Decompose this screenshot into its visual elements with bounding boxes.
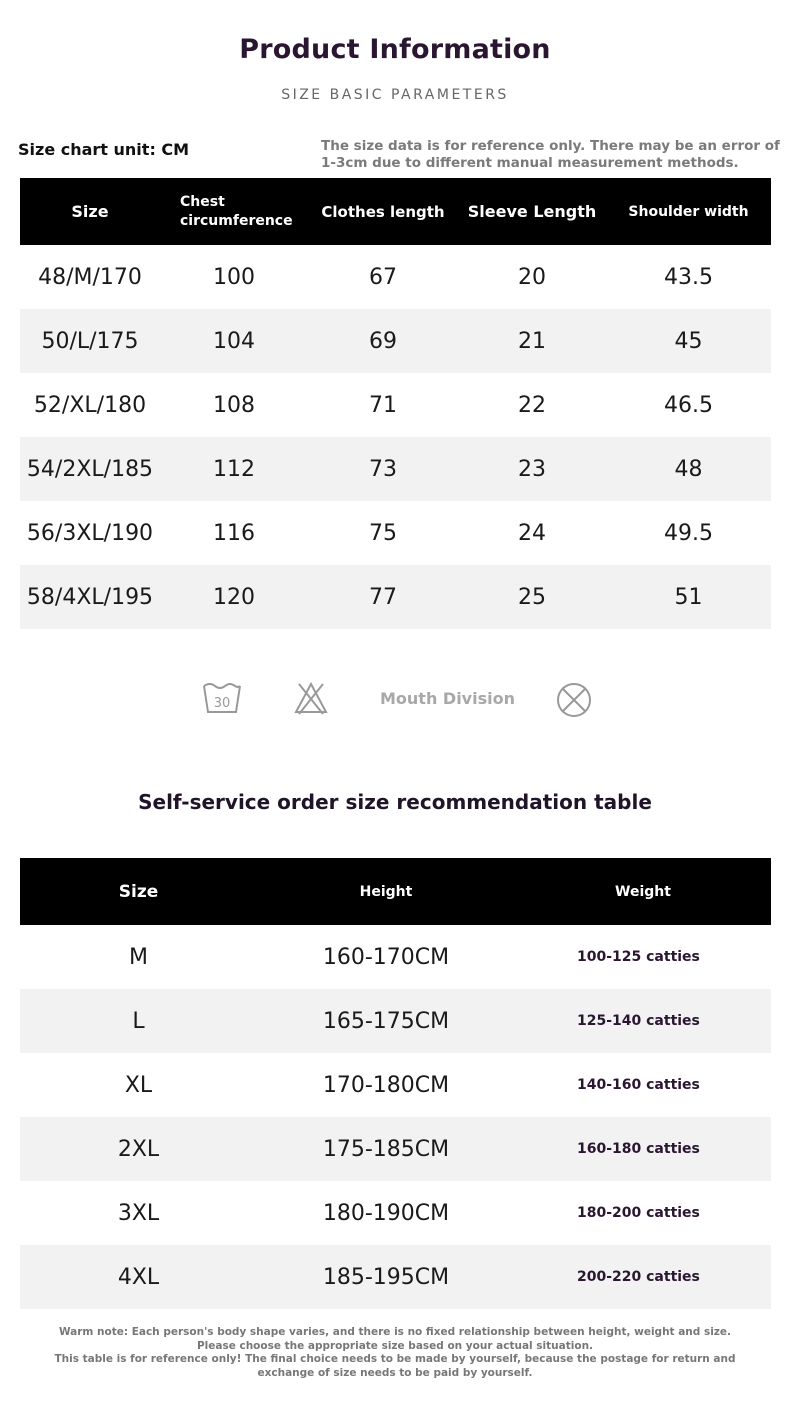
size-chart-row: [20, 309, 771, 373]
table-cell: 69: [308, 309, 458, 373]
table-cell: 25: [458, 565, 606, 629]
header-clothes-length: Clothes length: [308, 178, 458, 245]
size-chart-row: [20, 373, 771, 437]
warm-note-line1: Warm note: Each person's body shape varies, and there is no fixed relationship between height, weight and size. Please choose the appropriate size based on your actual situation.: [58, 1326, 732, 1352]
care-icons: [0, 678, 790, 724]
table-cell: 50/L/175: [20, 309, 160, 373]
table-cell: 58/4XL/195: [20, 565, 160, 629]
header-chest: Chest circumference: [160, 178, 308, 245]
recommendation-header-row: [20, 858, 771, 925]
table-cell: 71: [369, 392, 397, 418]
wash-temp-label: 30: [213, 696, 231, 711]
table-cell: 175-185CM: [257, 1117, 515, 1181]
no-dry-clean-icon: [555, 678, 593, 722]
recommendation-row: [20, 1245, 771, 1309]
no-bleach-icon: [293, 678, 329, 722]
table-cell: 67: [369, 264, 397, 290]
header-size: Size: [20, 178, 160, 245]
table-cell: 46.5: [664, 392, 713, 418]
table-cell: 56/3XL/190: [26, 520, 154, 546]
table-cell: 20: [518, 264, 546, 290]
size-chart-row: [20, 245, 771, 309]
recommendation-table: [20, 858, 771, 1309]
size-chart-row: [20, 501, 771, 565]
size-chart-table: [20, 178, 771, 629]
page-subtitle: SIZE BASIC PARAMETERS: [281, 87, 509, 103]
table-cell: 104: [160, 309, 308, 373]
table-cell: 21: [458, 309, 606, 373]
table-cell: 54/2XL/185: [20, 437, 160, 501]
mouth-division-label: Mouth Division: [380, 689, 515, 708]
table-cell: 52/XL/180: [33, 392, 147, 418]
size-chart-header-row: [20, 178, 771, 245]
table-cell: 23: [458, 437, 606, 501]
header-weight: Weight: [515, 858, 771, 925]
recommendation-row: [20, 989, 771, 1053]
warm-note-line2: This table is for reference only! The final choice needs to be made by yourself, because the postage for return and exchange of size needs to be paid by yourself.: [54, 1353, 736, 1379]
table-cell: 45: [606, 309, 771, 373]
table-cell: 77: [308, 565, 458, 629]
table-cell: 112: [160, 437, 308, 501]
table-cell: 108: [213, 392, 255, 418]
header-sleeve-length: Sleeve Length: [458, 178, 606, 245]
table-cell: 4XL: [20, 1245, 257, 1309]
size-unit-label: Size chart unit: CM: [18, 140, 190, 159]
table-cell: 75: [369, 520, 397, 546]
warm-note: [40, 1326, 750, 1380]
size-disclaimer: The size data is for reference only. There may be an error of 1-3cm due to different manual measurement methods.: [321, 138, 780, 171]
table-cell: 3XL: [117, 1200, 160, 1226]
header-shoulder-width: Shoulder width: [606, 178, 771, 245]
table-cell: 125-140 catties: [515, 989, 771, 1053]
size-chart-row: [20, 565, 771, 629]
table-cell: 100: [213, 264, 255, 290]
table-cell: M: [129, 944, 148, 970]
table-cell: 170-180CM: [322, 1072, 450, 1098]
table-cell: 116: [213, 520, 255, 546]
table-cell: XL: [124, 1072, 153, 1098]
recommendation-row: [20, 1181, 771, 1245]
table-cell: 51: [606, 565, 771, 629]
table-cell: 165-175CM: [257, 989, 515, 1053]
table-cell: 100-125 catties: [577, 949, 700, 965]
table-cell: 140-160 catties: [577, 1077, 700, 1093]
table-cell: 2XL: [20, 1117, 257, 1181]
table-cell: 49.5: [664, 520, 713, 546]
recommendation-row: [20, 925, 771, 989]
table-cell: 48: [606, 437, 771, 501]
table-cell: 160-180 catties: [515, 1117, 771, 1181]
table-cell: 180-200 catties: [577, 1205, 700, 1221]
header-rec-size: Size: [20, 858, 257, 925]
table-cell: 73: [308, 437, 458, 501]
wash-30-icon: [202, 678, 242, 722]
recommendation-title: Self-service order size recommendation table: [138, 790, 652, 814]
table-cell: 43.5: [664, 264, 713, 290]
table-cell: L: [20, 989, 257, 1053]
recommendation-row: [20, 1117, 771, 1181]
size-chart-row: [20, 437, 771, 501]
table-cell: 180-190CM: [322, 1200, 450, 1226]
header-height: Height: [257, 858, 515, 925]
table-cell: 22: [518, 392, 546, 418]
table-cell: 200-220 catties: [515, 1245, 771, 1309]
table-cell: 160-170CM: [322, 944, 450, 970]
recommendation-row: [20, 1053, 771, 1117]
page-title: Product Information: [239, 34, 551, 65]
table-cell: 24: [518, 520, 546, 546]
table-cell: 185-195CM: [257, 1245, 515, 1309]
table-cell: 120: [160, 565, 308, 629]
table-cell: 48/M/170: [38, 264, 142, 290]
